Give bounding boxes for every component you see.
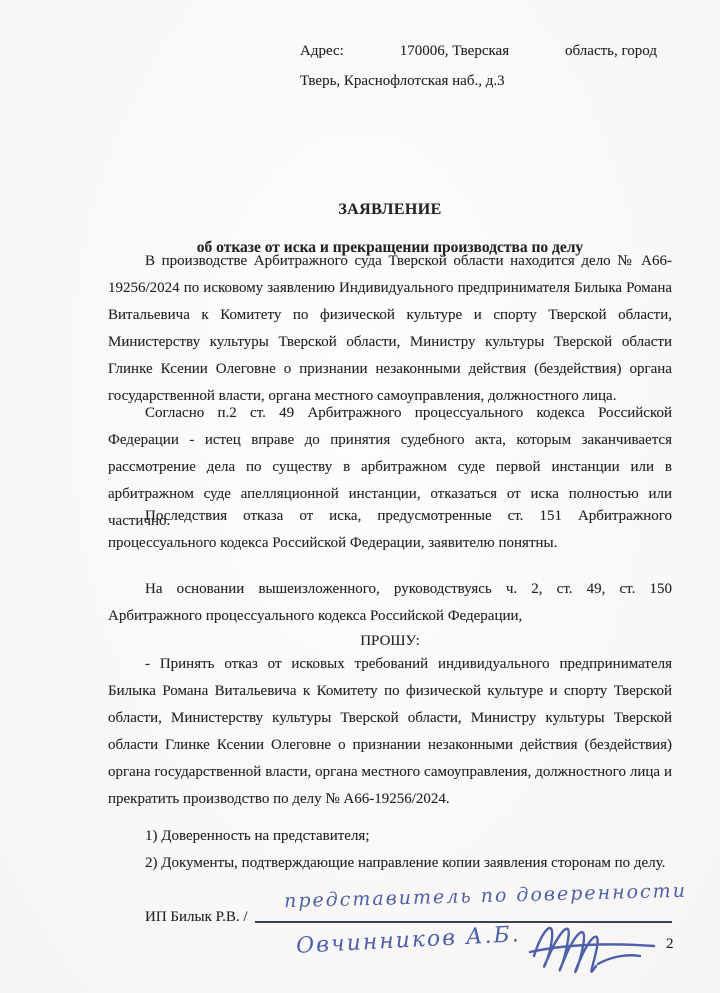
attachment-item-2: 2) Документы, подтверждающие направление копии заявления сторонам по делу. bbox=[145, 855, 666, 871]
attachment-item-1: 1) Доверенность на представителя; bbox=[145, 828, 370, 844]
request-heading: ПРОШУ: bbox=[360, 633, 420, 649]
signer-label: ИП Билык Р.В. / bbox=[145, 909, 248, 925]
signature-scribble-icon bbox=[528, 912, 658, 986]
address-postal-city: 170006, Тверская bbox=[399, 43, 510, 59]
document-subtitle: об отказе от иска и прекращении производства по делу bbox=[196, 239, 584, 256]
attachments-list bbox=[108, 823, 672, 877]
signature-block bbox=[108, 879, 688, 988]
paragraph-consequences: Последствия отказа от иска, предусмотренные ст. 151 Арбитражного процессуального кодекса Российской Федерации, заявителю понятны. bbox=[108, 508, 672, 551]
document-title: ЗАЯВЛЕНИЕ bbox=[338, 201, 442, 218]
address-block bbox=[300, 36, 657, 96]
address-line-2: Тверь, Краснофлотская наб., д.3 bbox=[300, 73, 505, 89]
paragraph-conclusion-basis: На основании вышеизложенного, руководствуясь ч. 2, ст. 49, ст. 150 Арбитражного процессуального кодекса Российской Федерации, bbox=[108, 581, 672, 624]
address-line-1 bbox=[300, 36, 657, 66]
address-label: Адрес: bbox=[300, 43, 344, 59]
address-region: область, город bbox=[565, 43, 657, 59]
page-number: 2 bbox=[666, 936, 674, 952]
handwritten-role-text: представитель по доверенности bbox=[283, 879, 688, 913]
handwritten-name-text: Овчинников А.Б. bbox=[295, 922, 522, 959]
paragraph-legal-basis-art49: Согласно п.2 ст. 49 Арбитражного процессуального кодекса Российской Федерации - истец вправе до принятия судебного акта, которым заканчивается рассмотрение дела по существу в арбитражном суде первой инстанции или в арбитражном суде апелляционной инстанции, отказаться от иска полностью или частично. bbox=[108, 405, 672, 529]
paragraph-request: - Принять отказ от исковых требований индивидуального предпринимателя Билыка Романа Витальевича к Комитету по физической культуре и спорту Тверской области, Министерству культуры Тверской области, Министру культуры Тверской области Глинке Ксении Олеговне о признании незаконными действия (бездействия) органа государственной власти, органа местного самоуправления, должностного лица и прекратить производство по делу № А66-19256/2024. bbox=[108, 656, 672, 807]
paragraph-case-description: В производстве Арбитражного суда Тверской области находится дело № А66-19256/2024 по исковому заявлению Индивидуального предпринимателя Билыка Романа Витальевича к Комитету по физической культуре и спорту Тверской области, Министерству культуры Тверской области, Министру культуры Тверской области Глинке Ксении Олеговне о признании незаконными действия (бездействия) органа государственной власти, органа местного самоуправления, должностного лица. bbox=[108, 253, 672, 404]
